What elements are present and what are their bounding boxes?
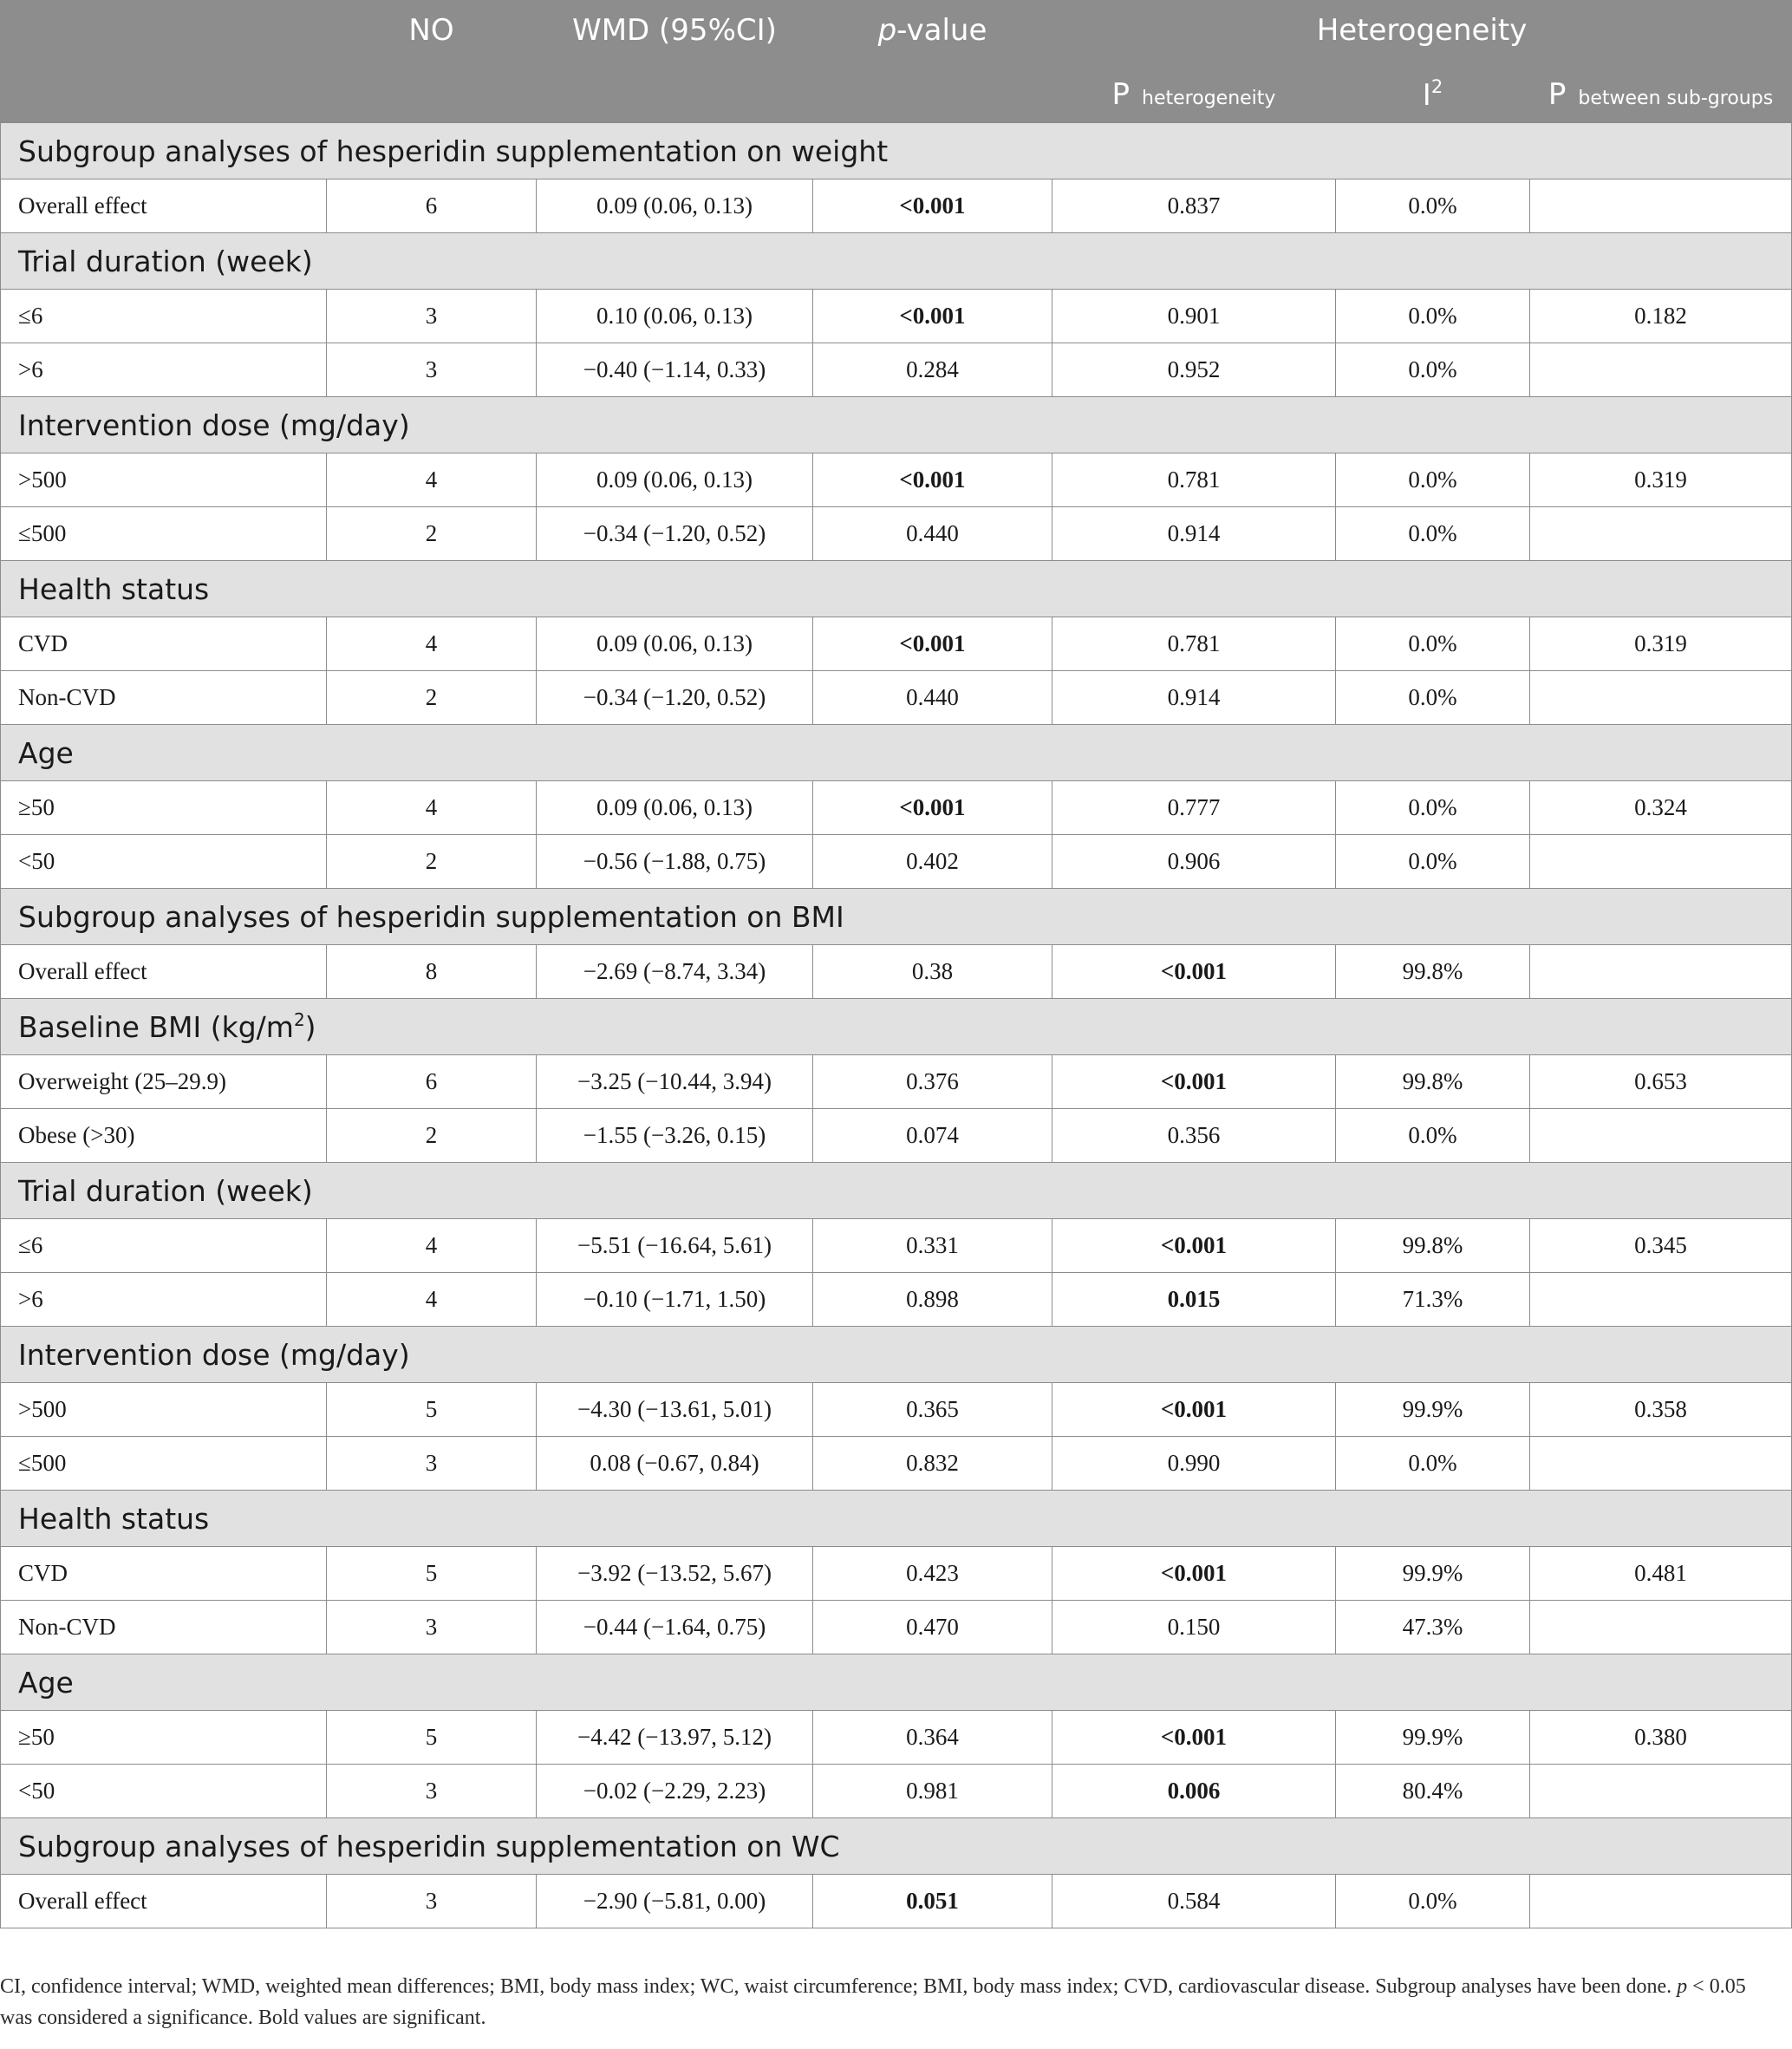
section-row xyxy=(1,397,1792,454)
header-p-het-sub: heterogeneity xyxy=(1142,88,1276,109)
cell-no: 5 xyxy=(327,1383,537,1437)
cell-p-heterogeneity: 0.356 xyxy=(1052,1109,1336,1163)
table-row xyxy=(1,179,1792,233)
cell-wmd: −3.25 (−10.44, 3.94) xyxy=(537,1055,813,1109)
header-p-italic: p xyxy=(877,13,897,48)
table-row xyxy=(1,617,1792,671)
table-row xyxy=(1,290,1792,343)
section-heading-text: Health status xyxy=(18,571,210,606)
cell-p-heterogeneity: 0.990 xyxy=(1052,1437,1336,1491)
section-heading-text: Subgroup analyses of hesperidin supplementation on BMI xyxy=(18,899,844,934)
cell-p-value: 0.440 xyxy=(813,671,1052,725)
section-row xyxy=(1,725,1792,781)
cell-no: 3 xyxy=(327,1601,537,1654)
table-row xyxy=(1,1711,1792,1765)
cell-i2: 99.8% xyxy=(1336,1055,1530,1109)
cell-p-between: 0.358 xyxy=(1530,1383,1792,1437)
section-heading xyxy=(1,1491,1792,1547)
table-body xyxy=(1,123,1792,1928)
cell-p-between xyxy=(1530,1109,1792,1163)
cell-i2: 99.9% xyxy=(1336,1383,1530,1437)
section-heading xyxy=(1,889,1792,945)
section-heading xyxy=(1,233,1792,290)
header-i2-sup: 2 xyxy=(1430,76,1443,97)
cell-label: CVD xyxy=(1,1547,327,1601)
cell-no: 4 xyxy=(327,617,537,671)
table-row xyxy=(1,1383,1792,1437)
cell-no: 6 xyxy=(327,1055,537,1109)
cell-p-between xyxy=(1530,1437,1792,1491)
table-header xyxy=(1,1,1792,123)
section-heading-text: Baseline BMI (kg/m xyxy=(18,1010,294,1044)
cell-no: 3 xyxy=(327,290,537,343)
cell-wmd: −0.44 (−1.64, 0.75) xyxy=(537,1601,813,1654)
cell-i2: 0.0% xyxy=(1336,781,1530,835)
cell-p-heterogeneity: <0.001 xyxy=(1052,945,1336,999)
section-heading-text: Age xyxy=(18,735,74,770)
header-heterogeneity: Heterogeneity xyxy=(1052,1,1792,63)
table-row xyxy=(1,1437,1792,1491)
cell-p-value: 0.074 xyxy=(813,1109,1052,1163)
cell-no: 3 xyxy=(327,1765,537,1818)
section-heading-text: Health status xyxy=(18,1501,210,1536)
cell-label: Non-CVD xyxy=(1,1601,327,1654)
cell-no: 4 xyxy=(327,1219,537,1273)
header-p-between-main: P xyxy=(1548,77,1567,112)
cell-wmd: −0.34 (−1.20, 0.52) xyxy=(537,671,813,725)
cell-p-between xyxy=(1530,343,1792,397)
header-no: NO xyxy=(327,1,537,123)
cell-label: ≥50 xyxy=(1,1711,327,1765)
table-row xyxy=(1,343,1792,397)
section-heading-text: Intervention dose (mg/day) xyxy=(18,1337,410,1372)
table-row xyxy=(1,1601,1792,1654)
cell-wmd: −0.56 (−1.88, 0.75) xyxy=(537,835,813,889)
cell-p-between xyxy=(1530,1601,1792,1654)
cell-p-between: 0.481 xyxy=(1530,1547,1792,1601)
section-heading xyxy=(1,1654,1792,1711)
cell-p-value: 0.38 xyxy=(813,945,1052,999)
table-row xyxy=(1,781,1792,835)
cell-p-between xyxy=(1530,507,1792,561)
section-row xyxy=(1,1818,1792,1875)
cell-p-heterogeneity: 0.837 xyxy=(1052,179,1336,233)
cell-p-value: <0.001 xyxy=(813,617,1052,671)
cell-label: Obese (>30) xyxy=(1,1109,327,1163)
cell-p-heterogeneity: 0.781 xyxy=(1052,617,1336,671)
section-heading-sup: 2 xyxy=(293,1009,305,1030)
cell-p-heterogeneity: <0.001 xyxy=(1052,1055,1336,1109)
header-p-between xyxy=(1530,63,1792,123)
cell-p-between xyxy=(1530,1875,1792,1928)
cell-label: >500 xyxy=(1,1383,327,1437)
cell-no: 3 xyxy=(327,343,537,397)
cell-i2: 0.0% xyxy=(1336,617,1530,671)
table-row xyxy=(1,1109,1792,1163)
cell-no: 6 xyxy=(327,179,537,233)
table-row xyxy=(1,1219,1792,1273)
section-heading-text: Subgroup analyses of hesperidin supplementation on weight xyxy=(18,134,889,168)
cell-p-heterogeneity: 0.150 xyxy=(1052,1601,1336,1654)
section-heading xyxy=(1,123,1792,179)
table-row xyxy=(1,835,1792,889)
cell-label: ≤500 xyxy=(1,507,327,561)
cell-p-heterogeneity: 0.914 xyxy=(1052,671,1336,725)
cell-p-heterogeneity: 0.777 xyxy=(1052,781,1336,835)
table-row xyxy=(1,454,1792,507)
section-heading-text: Intervention dose (mg/day) xyxy=(18,408,410,442)
cell-label: Non-CVD xyxy=(1,671,327,725)
cell-wmd: −5.51 (−16.64, 5.61) xyxy=(537,1219,813,1273)
cell-p-value: 0.051 xyxy=(813,1875,1052,1928)
section-row xyxy=(1,561,1792,617)
cell-p-between: 0.319 xyxy=(1530,617,1792,671)
cell-wmd: −0.10 (−1.71, 1.50) xyxy=(537,1273,813,1327)
cell-wmd: −4.42 (−13.97, 5.12) xyxy=(537,1711,813,1765)
table-row xyxy=(1,945,1792,999)
section-heading xyxy=(1,1327,1792,1383)
header-p-het-main: P xyxy=(1111,77,1131,112)
cell-wmd: 0.09 (0.06, 0.13) xyxy=(537,617,813,671)
cell-p-value: <0.001 xyxy=(813,290,1052,343)
cell-wmd: 0.09 (0.06, 0.13) xyxy=(537,179,813,233)
cell-p-value: 0.898 xyxy=(813,1273,1052,1327)
cell-no: 4 xyxy=(327,1273,537,1327)
cell-no: 2 xyxy=(327,507,537,561)
section-heading-end: ) xyxy=(304,1010,316,1044)
header-p-value xyxy=(813,1,1052,123)
cell-no: 8 xyxy=(327,945,537,999)
table-row xyxy=(1,671,1792,725)
section-heading xyxy=(1,1818,1792,1875)
cell-i2: 0.0% xyxy=(1336,1109,1530,1163)
cell-i2: 80.4% xyxy=(1336,1765,1530,1818)
cell-p-between: 0.653 xyxy=(1530,1055,1792,1109)
cell-no: 4 xyxy=(327,454,537,507)
cell-label: >6 xyxy=(1,1273,327,1327)
section-row xyxy=(1,999,1792,1055)
cell-wmd: −1.55 (−3.26, 0.15) xyxy=(537,1109,813,1163)
cell-p-heterogeneity: <0.001 xyxy=(1052,1219,1336,1273)
header-p-heterogeneity xyxy=(1052,63,1336,123)
cell-p-between: 0.182 xyxy=(1530,290,1792,343)
cell-wmd: −2.90 (−5.81, 0.00) xyxy=(537,1875,813,1928)
cell-p-heterogeneity: 0.901 xyxy=(1052,290,1336,343)
cell-i2: 0.0% xyxy=(1336,1437,1530,1491)
cell-label: >6 xyxy=(1,343,327,397)
cell-p-value: 0.365 xyxy=(813,1383,1052,1437)
cell-p-value: 0.470 xyxy=(813,1601,1052,1654)
cell-p-heterogeneity: 0.584 xyxy=(1052,1875,1336,1928)
cell-p-between xyxy=(1530,671,1792,725)
table-row xyxy=(1,1273,1792,1327)
section-row xyxy=(1,123,1792,179)
cell-label: ≤6 xyxy=(1,1219,327,1273)
cell-label: Overall effect xyxy=(1,945,327,999)
cell-label: ≥50 xyxy=(1,781,327,835)
cell-p-heterogeneity: 0.015 xyxy=(1052,1273,1336,1327)
header-wmd: WMD (95%CI) xyxy=(537,1,813,123)
footnote-text-1: CI, confidence interval; WMD, weighted mean differences; BMI, body mass index; WC, waist circumference; BMI, body mass index; CVD, cardiovascular disease. Subgroup analyses have been done. xyxy=(0,1975,1678,1998)
cell-p-between: 0.319 xyxy=(1530,454,1792,507)
section-heading xyxy=(1,1163,1792,1219)
cell-p-value: 0.423 xyxy=(813,1547,1052,1601)
cell-wmd: 0.08 (−0.67, 0.84) xyxy=(537,1437,813,1491)
section-heading xyxy=(1,397,1792,454)
cell-no: 2 xyxy=(327,1109,537,1163)
cell-i2: 0.0% xyxy=(1336,671,1530,725)
table-row xyxy=(1,507,1792,561)
section-row xyxy=(1,1654,1792,1711)
cell-p-heterogeneity: <0.001 xyxy=(1052,1383,1336,1437)
cell-p-heterogeneity: 0.914 xyxy=(1052,507,1336,561)
cell-p-value: 0.402 xyxy=(813,835,1052,889)
cell-i2: 0.0% xyxy=(1336,1875,1530,1928)
cell-p-heterogeneity: <0.001 xyxy=(1052,1547,1336,1601)
cell-p-between xyxy=(1530,835,1792,889)
cell-label: Overweight (25–29.9) xyxy=(1,1055,327,1109)
cell-p-between: 0.324 xyxy=(1530,781,1792,835)
cell-p-value: 0.981 xyxy=(813,1765,1052,1818)
header-i2-main: I xyxy=(1422,78,1431,113)
section-heading xyxy=(1,725,1792,781)
cell-wmd: −2.69 (−8.74, 3.34) xyxy=(537,945,813,999)
cell-label: <50 xyxy=(1,1765,327,1818)
cell-i2: 0.0% xyxy=(1336,290,1530,343)
cell-p-between xyxy=(1530,1765,1792,1818)
section-row xyxy=(1,1491,1792,1547)
cell-i2: 0.0% xyxy=(1336,454,1530,507)
cell-p-value: 0.284 xyxy=(813,343,1052,397)
cell-no: 5 xyxy=(327,1711,537,1765)
section-row xyxy=(1,1163,1792,1219)
section-heading-text: Subgroup analyses of hesperidin supplementation on WC xyxy=(18,1829,840,1863)
table-row xyxy=(1,1765,1792,1818)
cell-wmd: −0.34 (−1.20, 0.52) xyxy=(537,507,813,561)
cell-i2: 99.8% xyxy=(1336,1219,1530,1273)
cell-wmd: 0.10 (0.06, 0.13) xyxy=(537,290,813,343)
cell-label: <50 xyxy=(1,835,327,889)
cell-p-value: <0.001 xyxy=(813,179,1052,233)
cell-p-heterogeneity: <0.001 xyxy=(1052,1711,1336,1765)
cell-no: 2 xyxy=(327,671,537,725)
section-heading-text: Trial duration (week) xyxy=(18,1173,313,1208)
footnote-p-italic: p xyxy=(1677,1975,1688,1998)
cell-wmd: 0.09 (0.06, 0.13) xyxy=(537,454,813,507)
cell-p-value: 0.331 xyxy=(813,1219,1052,1273)
cell-p-value: 0.376 xyxy=(813,1055,1052,1109)
section-row xyxy=(1,1327,1792,1383)
cell-label: ≤500 xyxy=(1,1437,327,1491)
section-heading xyxy=(1,999,1792,1055)
header-blank xyxy=(1,1,327,123)
cell-i2: 0.0% xyxy=(1336,835,1530,889)
cell-p-heterogeneity: 0.006 xyxy=(1052,1765,1336,1818)
cell-no: 5 xyxy=(327,1547,537,1601)
cell-p-heterogeneity: 0.781 xyxy=(1052,454,1336,507)
cell-label: >500 xyxy=(1,454,327,507)
section-row xyxy=(1,233,1792,290)
cell-p-between xyxy=(1530,179,1792,233)
cell-i2: 99.9% xyxy=(1336,1547,1530,1601)
table-row xyxy=(1,1547,1792,1601)
section-row xyxy=(1,889,1792,945)
cell-i2: 47.3% xyxy=(1336,1601,1530,1654)
section-heading-text: Trial duration (week) xyxy=(18,244,313,278)
header-i2 xyxy=(1336,63,1530,123)
header-p-rest: -value xyxy=(896,13,987,48)
cell-i2: 0.0% xyxy=(1336,343,1530,397)
cell-i2: 99.8% xyxy=(1336,945,1530,999)
cell-wmd: −0.40 (−1.14, 0.33) xyxy=(537,343,813,397)
cell-p-value: 0.440 xyxy=(813,507,1052,561)
cell-wmd: −4.30 (−13.61, 5.01) xyxy=(537,1383,813,1437)
cell-i2: 99.9% xyxy=(1336,1711,1530,1765)
table-row xyxy=(1,1875,1792,1928)
cell-wmd: −0.02 (−2.29, 2.23) xyxy=(537,1765,813,1818)
cell-p-between: 0.345 xyxy=(1530,1219,1792,1273)
cell-no: 4 xyxy=(327,781,537,835)
cell-p-value: 0.832 xyxy=(813,1437,1052,1491)
cell-p-between xyxy=(1530,945,1792,999)
cell-i2: 0.0% xyxy=(1336,179,1530,233)
cell-p-heterogeneity: 0.952 xyxy=(1052,343,1336,397)
cell-label: CVD xyxy=(1,617,327,671)
cell-label: ≤6 xyxy=(1,290,327,343)
cell-p-between xyxy=(1530,1273,1792,1327)
header-p-between-sub: between sub-groups xyxy=(1578,88,1774,109)
cell-wmd: 0.09 (0.06, 0.13) xyxy=(537,781,813,835)
cell-no: 3 xyxy=(327,1437,537,1491)
cell-p-value: 0.364 xyxy=(813,1711,1052,1765)
table-row xyxy=(1,1055,1792,1109)
cell-p-between: 0.380 xyxy=(1530,1711,1792,1765)
footnote-text-2: < 0.05 was considered a significance. Bold values are significant. xyxy=(0,1975,1746,2029)
cell-i2: 71.3% xyxy=(1336,1273,1530,1327)
table-footnote xyxy=(0,1971,1769,2033)
cell-wmd: −3.92 (−13.52, 5.67) xyxy=(537,1547,813,1601)
cell-p-value: <0.001 xyxy=(813,781,1052,835)
cell-p-heterogeneity: 0.906 xyxy=(1052,835,1336,889)
cell-p-value: <0.001 xyxy=(813,454,1052,507)
section-heading-text: Age xyxy=(18,1665,74,1700)
cell-no: 2 xyxy=(327,835,537,889)
cell-i2: 0.0% xyxy=(1336,507,1530,561)
cell-label: Overall effect xyxy=(1,1875,327,1928)
section-heading xyxy=(1,561,1792,617)
cell-label: Overall effect xyxy=(1,179,327,233)
cell-no: 3 xyxy=(327,1875,537,1928)
